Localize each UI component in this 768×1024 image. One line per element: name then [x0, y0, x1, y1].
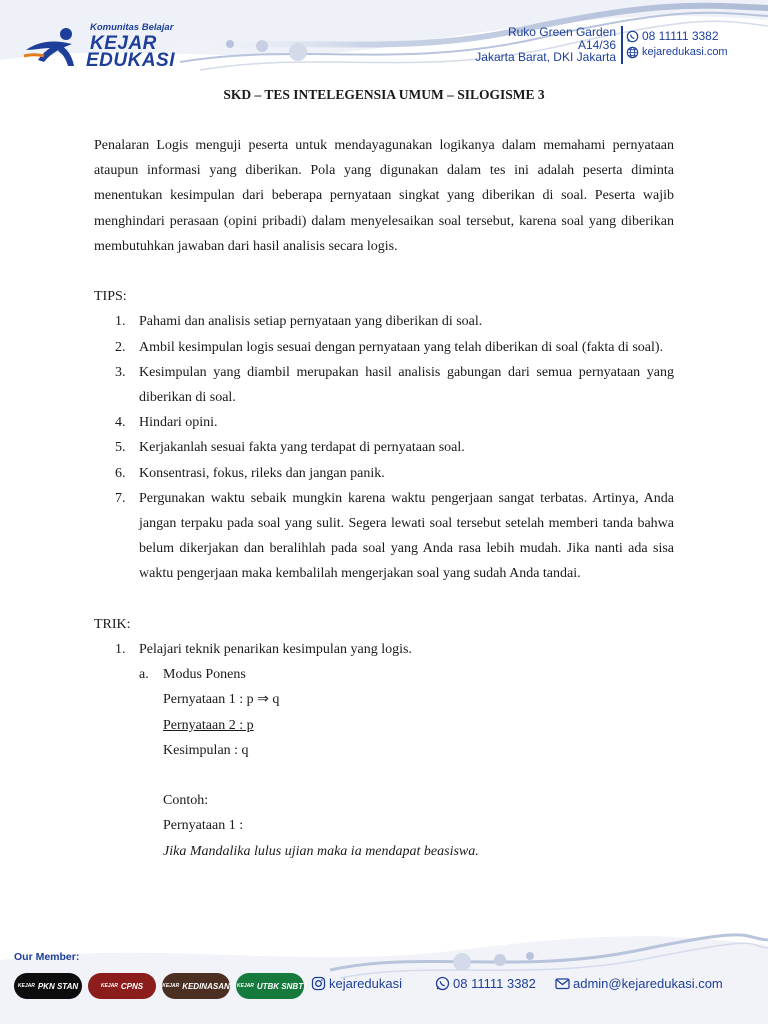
modus-ponens-block [94, 662, 674, 864]
header-phone-row [626, 28, 728, 44]
example-label-text: Contoh: [163, 793, 209, 809]
example-premise [139, 839, 674, 864]
tips-heading: TIPS: [94, 289, 127, 305]
logo-tagline: Komunitas Belajar [90, 22, 174, 33]
tip-item [94, 435, 674, 460]
badge-small-label: KEJAR [100, 982, 118, 989]
tip-item [94, 461, 674, 486]
badge-small-label: KEJAR [17, 982, 35, 989]
trik-list [94, 637, 674, 662]
premise-2 [139, 713, 674, 738]
address-line-3: Jakarta Barat, DKI Jakarta [475, 50, 616, 64]
premise-2-text: Pernyataan 2 : p [163, 717, 254, 733]
tip-text: Hindari opini. [139, 415, 218, 431]
tip-text: Kesimpulan yang diambil merupakan hasil analisis gabungan dari semua pernyataan yang diberikan di soal. [139, 364, 674, 406]
header-website-row [626, 44, 728, 60]
tip-item [94, 335, 674, 360]
footer-contacts [311, 976, 723, 991]
badge-utbk-snbt[interactable] [236, 973, 304, 999]
logo-brand-line2: EDUKASI [86, 50, 176, 71]
address-line-1: Ruko Green Garden [507, 25, 616, 39]
header-contact [626, 28, 728, 60]
tip-number: 6. [115, 465, 126, 481]
badge-label: UTBK SNBT [256, 981, 304, 991]
example-premise-label [139, 813, 674, 838]
tip-item [94, 486, 674, 587]
document-title: SKD – TES INTELEGENSIA UMUM – SILOGISME 3 [223, 87, 545, 102]
member-label: Our Member: [14, 951, 80, 963]
header-address [475, 26, 616, 64]
example-premise-text: Jika Mandalika lulus ujian maka ia mendapat beasiswa. [163, 843, 479, 859]
tip-item [94, 410, 674, 435]
badge-label: KEDINASAN [182, 981, 230, 991]
badge-cpns[interactable] [88, 973, 156, 999]
whatsapp-icon [435, 976, 450, 991]
trik-heading: TRIK: [94, 616, 131, 632]
premise-1-text: Pernyataan 1 : p ⇒ q [163, 692, 280, 708]
logo-brand-line1: KEJAR [90, 33, 157, 54]
tip-text: Konsentrasi, fokus, rileks dan jangan panik. [139, 465, 385, 481]
footer-phone [435, 976, 555, 991]
intro-paragraph: Penalaran Logis menguji peserta untuk mendayagunakan logikanya dalam memahami pernyataan ataupun informasi yang diberikan. Pola yang digunakan dalam tes ini adalah peserta diminta menentukan kesimpulan dari beberapa pernyataan singkat yang diberikan di soal. Peserta wajib menghindari perasaan (opini pribadi) dalam menyelesaikan soal tersebut, karena soal yang diberikan membutuhkan jawaban dari hasil analisis secara logis. [94, 138, 674, 254]
modus-name: Modus Ponens [163, 667, 246, 683]
tips-list [94, 309, 674, 586]
document-content [94, 133, 674, 864]
trik-item [94, 637, 674, 662]
badge-pkn-stan[interactable] [14, 973, 82, 999]
footer-email [555, 976, 723, 991]
badge-label: CPNS [120, 981, 144, 991]
tip-number: 5. [115, 440, 126, 456]
tip-number: 2. [115, 339, 126, 355]
tip-item [94, 309, 674, 334]
mail-icon [555, 976, 570, 991]
sub-letter: a. [139, 667, 149, 683]
member-badges [14, 973, 304, 999]
modus-ponens-heading [139, 662, 674, 687]
header-phone[interactable]: 08 11111 3382 [642, 29, 719, 43]
globe-icon [626, 46, 639, 59]
tip-text: Kerjakanlah sesuai fakta yang terdapat di pernyataan soal. [139, 440, 465, 456]
instagram-icon [311, 976, 326, 991]
badge-small-label: KEJAR [162, 982, 180, 989]
conclusion-text: Kesimpulan : q [163, 742, 249, 758]
tip-item [94, 360, 674, 410]
whatsapp-icon [626, 30, 639, 43]
footer-email-address[interactable]: admin@kejaredukasi.com [573, 976, 723, 991]
trik-text: Pelajari teknik penarikan kesimpulan yang logis. [139, 642, 412, 658]
tip-number: 4. [115, 415, 126, 431]
badge-kedinasan[interactable] [162, 973, 230, 999]
tip-text: Pergunakan waktu sebaik mungkin karena waktu pengerjaan sangat terbatas. Artinya, Anda jangan terpaku pada soal yang sulit. Segera lewati soal tersebut setelah memberi tanda bahwa belum dikerjakan dan beralihlah pada soal yang Anda rasa lebih mudah. Jika nanti ada sisa waktu pengerjaan maka kembalilah mengerjakan soal yang sudah Anda tandai. [139, 490, 674, 582]
tip-number: 1. [115, 314, 126, 330]
runner-logo-icon [22, 26, 88, 70]
conclusion [139, 738, 674, 763]
header-website-link[interactable]: kejaredukasi.com [642, 46, 728, 58]
trik-number: 1. [115, 642, 126, 658]
footer-instagram-handle[interactable]: kejaredukasi [329, 976, 402, 991]
tip-text: Ambil kesimpulan logis sesuai dengan pernyataan yang telah diberikan di soal (fakta di soal). [139, 339, 664, 355]
header-divider [621, 26, 623, 64]
tip-text: Pahami dan analisis setiap pernyataan yang diberikan di soal. [139, 314, 483, 330]
kejar-edukasi-logo [22, 18, 192, 74]
address-line-2: A14/36 [577, 37, 616, 52]
footer-phone-number[interactable]: 08 11111 3382 [453, 976, 536, 991]
example-label [139, 788, 674, 813]
badge-label: PKN STAN [37, 981, 79, 991]
tip-number: 3. [115, 364, 126, 380]
tip-number: 7. [115, 490, 126, 506]
badge-small-label: KEJAR [236, 982, 254, 989]
example-premise-label-text: Pernyataan 1 : [163, 818, 244, 834]
premise-1 [139, 687, 674, 712]
footer-instagram [311, 976, 435, 991]
